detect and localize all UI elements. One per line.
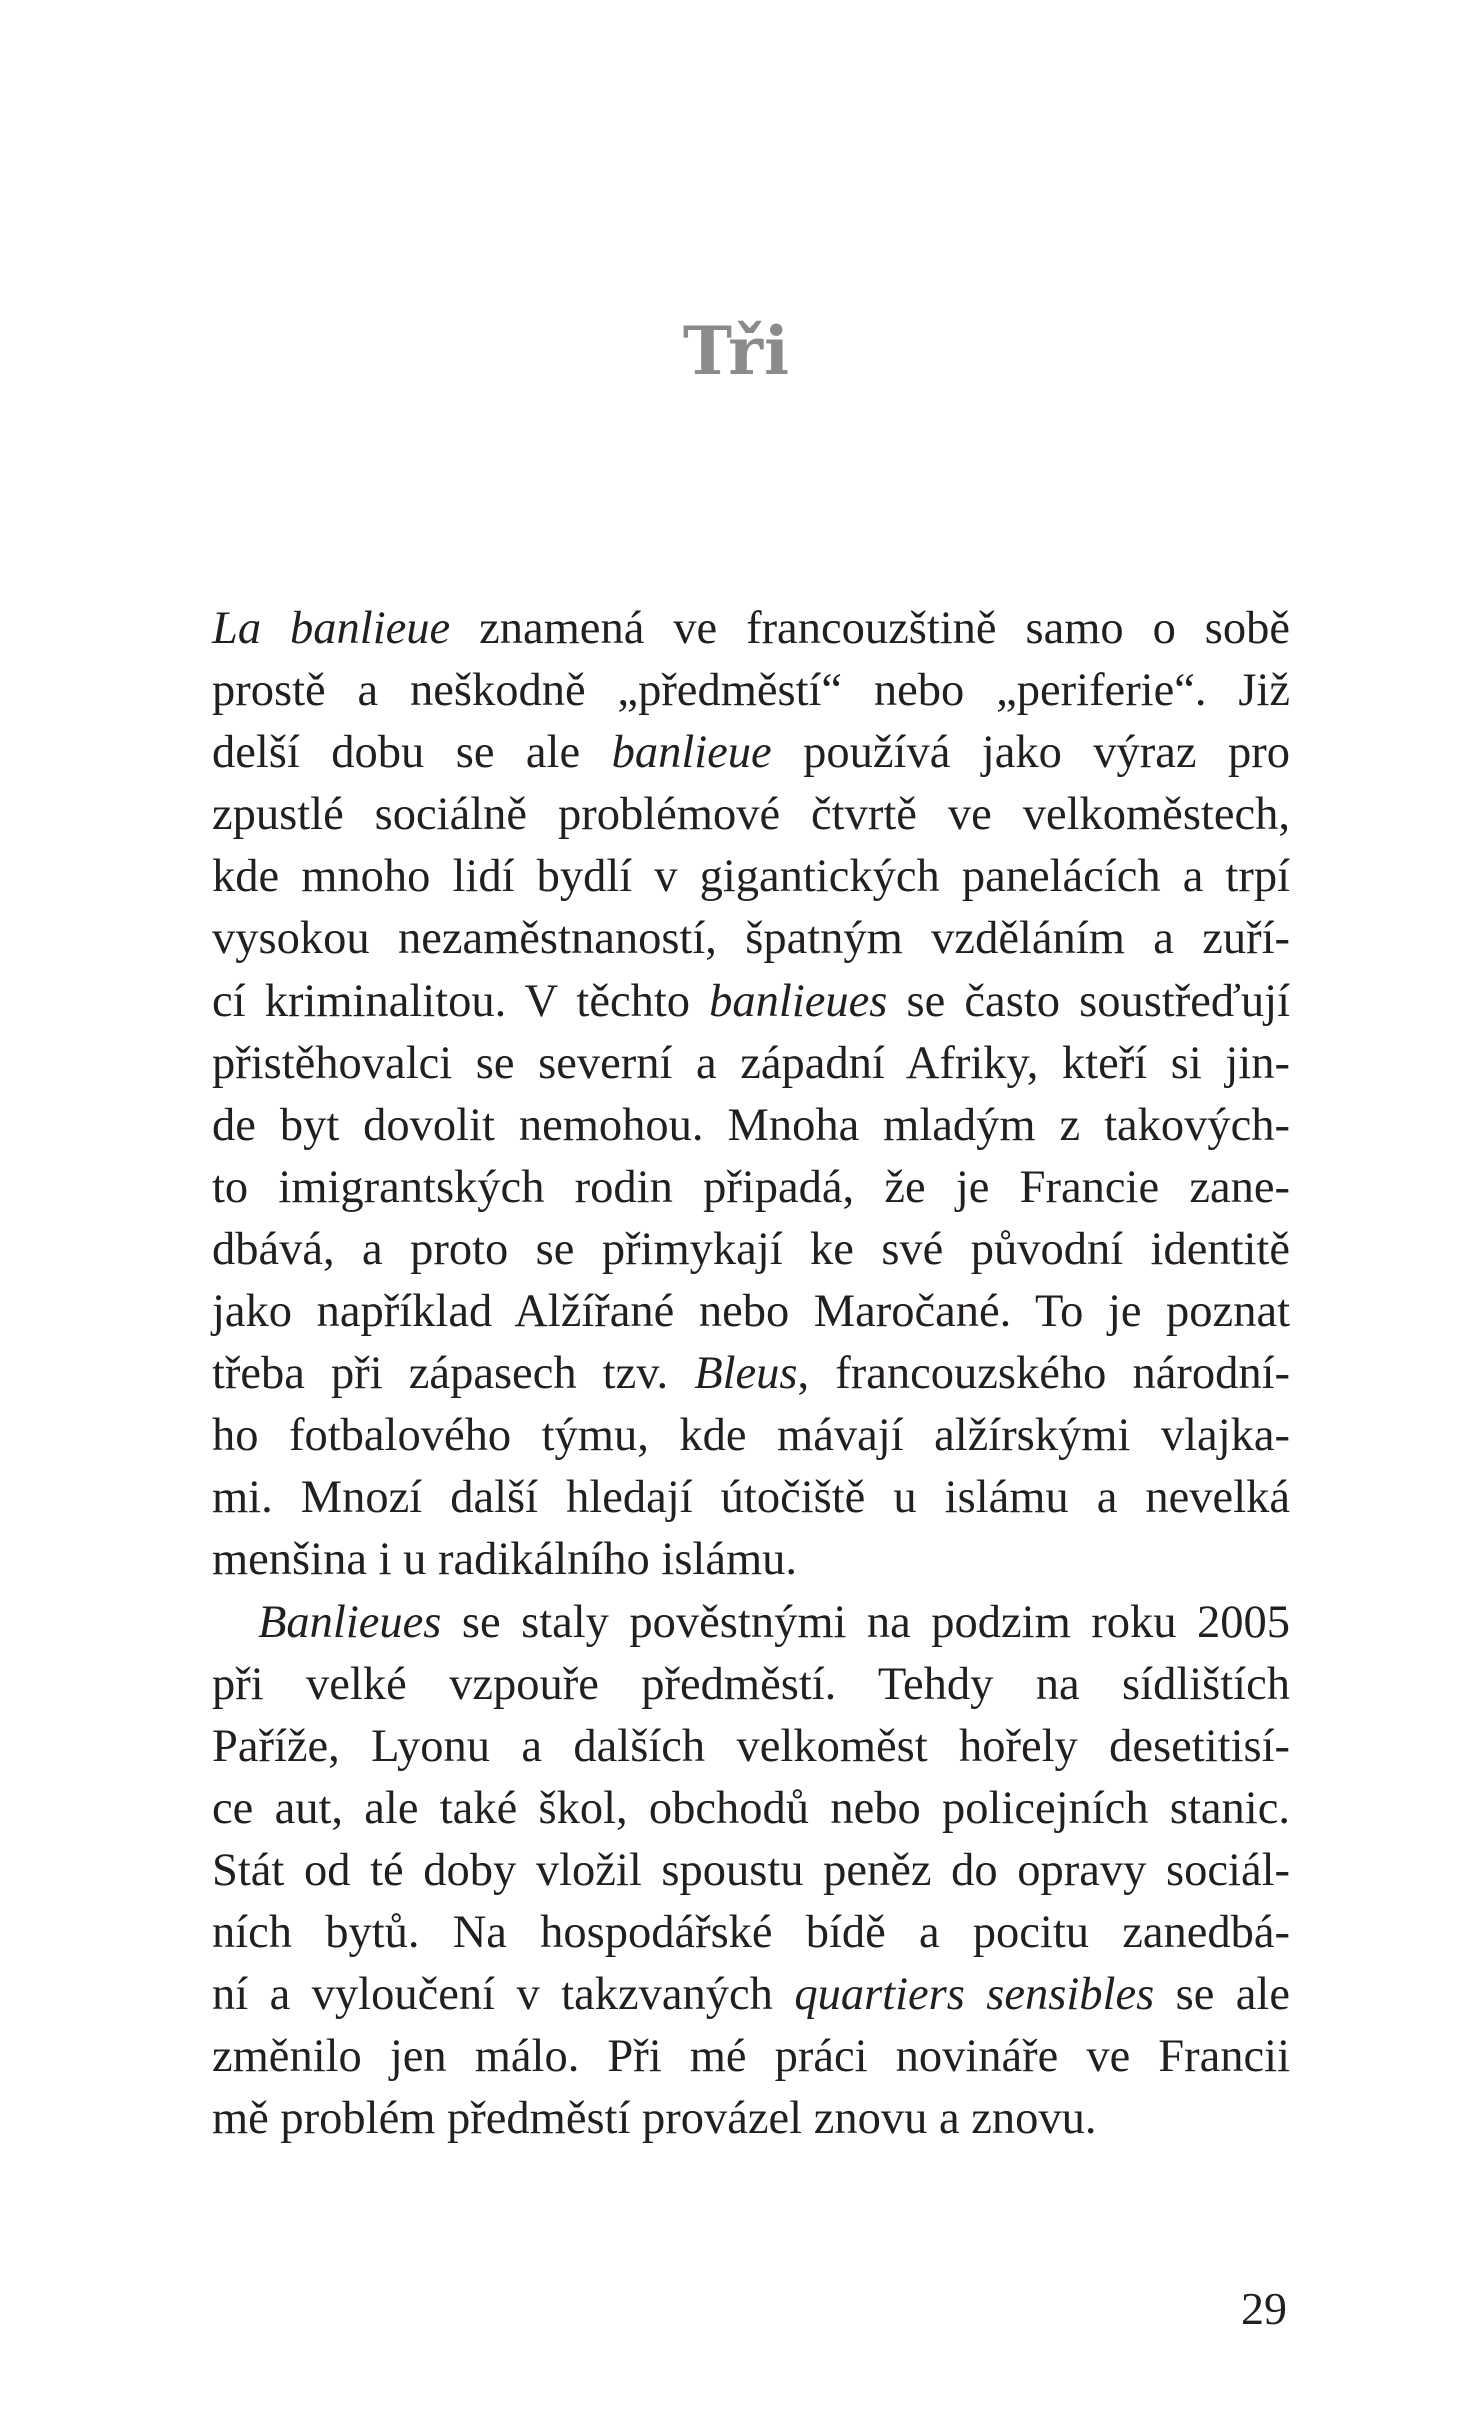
text-line: ní a vyloučení v takzvaných quartiers sensibles se ale	[212, 1969, 1290, 2021]
text-line: ce aut, ale také škol, obchodů nebo policejních stanic.	[212, 1782, 1290, 1834]
text-line: přistěhovalci se severní a západní Afriky, kteří si jin-	[212, 1037, 1290, 1089]
text-line: prostě a neškodně „předměstí“ nebo „periferie“. Již	[212, 665, 1290, 717]
text-line: cí kriminalitou. V těchto banlieues se často soustřeďují	[212, 975, 1290, 1027]
text-line: vysokou nezaměstnaností, špatným vzděláním a zuří-	[212, 913, 1290, 965]
chapter-title: Tři	[682, 312, 791, 390]
text-line: ho fotbalového týmu, kde mávají alžírskými vlajka-	[212, 1410, 1290, 1462]
page-number: 29	[1241, 2283, 1287, 2334]
text-line: La banlieue znamená ve francouzštině samo o sobě	[212, 603, 1290, 654]
text-line: delší dobu se ale banlieue používá jako výraz pro	[212, 727, 1290, 779]
text-line: mi. Mnozí další hledají útočiště u islámu a nevelká	[212, 1472, 1290, 1524]
text-line: Stát od té doby vložil spoustu peněz do opravy sociál-	[212, 1844, 1290, 1896]
text-line: kde mnoho lidí bydlí v gigantických panelácích a trpí	[212, 851, 1290, 903]
text-line: třeba při zápasech tzv. Bleus, francouzského národní-	[212, 1348, 1290, 1400]
body-text	[212, 598, 1290, 2150]
text-line: Paříže, Lyonu a dalších velkoměst hořely desetitisí-	[212, 1720, 1290, 1772]
text-line: dbává, a proto se přimykají ke své původní identitě	[212, 1223, 1290, 1275]
text-line: Banlieues se staly pověstnými na podzim roku 2005	[258, 1596, 1290, 1648]
paragraph	[212, 1592, 1290, 2151]
paragraph	[212, 598, 1290, 1592]
text-line: zpustlé sociálně problémové čtvrtě ve velkoměstech,	[212, 789, 1290, 841]
text-line: mě problém předměstí provázel znovu a znovu.	[212, 2093, 1097, 2145]
text-line: při velké vzpouře předměstí. Tehdy na sídlištích	[212, 1658, 1290, 1710]
text-line: změnilo jen málo. Při mé práci novináře ve Francii	[212, 2031, 1290, 2083]
text-line: jako například Alžířané nebo Maročané. To je poznat	[212, 1286, 1290, 1338]
text-line: to imigrantských rodin připadá, že je Francie zane-	[212, 1161, 1290, 1213]
text-line: ních bytů. Na hospodářské bídě a pocitu zanedbá-	[212, 1906, 1290, 1958]
text-line: de byt dovolit nemohou. Mnoha mladým z takových-	[212, 1099, 1290, 1151]
text-line: menšina i u radikálního islámu.	[212, 1534, 798, 1586]
